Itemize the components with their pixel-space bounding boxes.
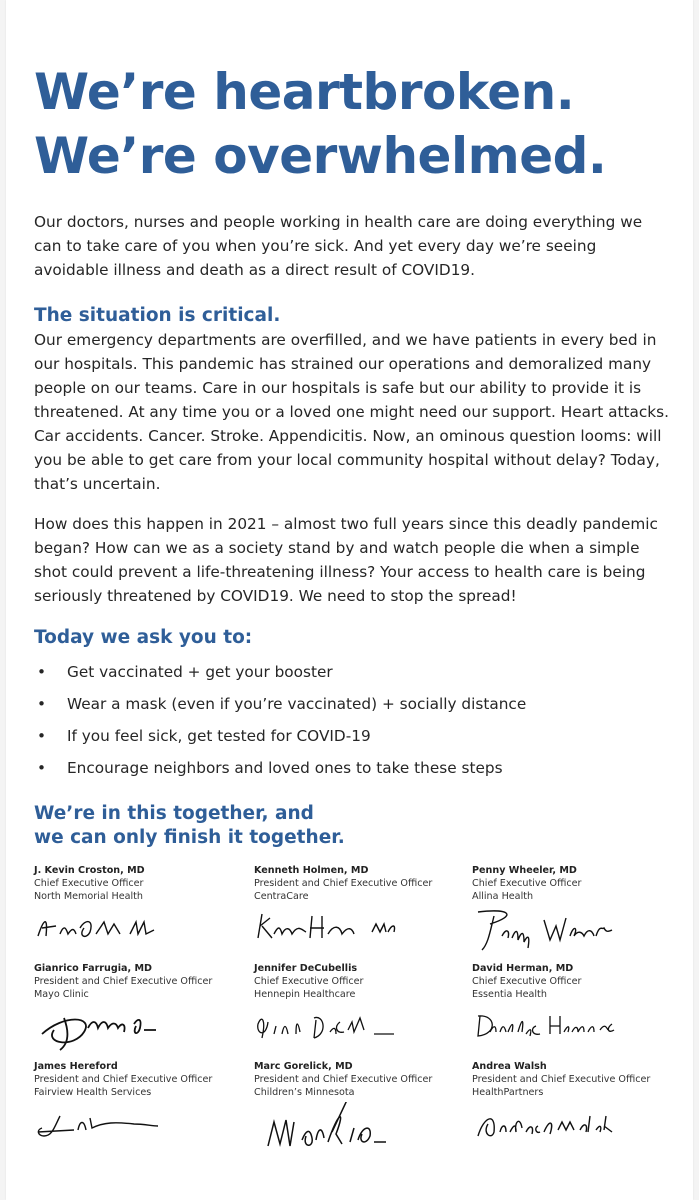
headline (34, 60, 674, 188)
signer-name: Jennifer DeCubellis (254, 963, 358, 974)
signer-title: Chief Executive Officer (472, 878, 582, 889)
signer-name: David Herman, MD (472, 963, 574, 974)
bullet: • (37, 695, 47, 713)
signer-block (254, 962, 472, 1058)
signer-org: Hennepin Healthcare (254, 989, 356, 1000)
signer-org: CentraCare (254, 891, 309, 902)
signer-name: Kenneth Holmen, MD (254, 865, 369, 876)
signer-title: President and Chief Executive Officer (254, 1074, 433, 1085)
signer-block (472, 864, 672, 960)
signature-image (34, 906, 174, 946)
signer-name: J. Kevin Croston, MD (34, 865, 145, 876)
signer-name: Gianrico Farrugia, MD (34, 963, 152, 974)
list-item (34, 720, 674, 752)
signer-org: Mayo Clinic (34, 989, 89, 1000)
critical-paragraph: Our emergency departments are overfilled, and we have patients in every bed in our hospitals. This pandemic has strained our operations and demoralized many people on our teams. Care in our hospitals is safe but our ability to provide it is threatened. At any time you or a loved one might need our support. Heart attacks. Car accidents. Cancer. Stroke. Appendicitis. Now, an ominous question looms: will you be able to get care from your local community hospital without delay? Today, that’s uncertain. (34, 331, 669, 493)
ad-content (34, 60, 674, 1156)
headline-line-1: We’re heartbroken. (34, 63, 575, 121)
intro-paragraph: Our doctors, nurses and people working in health care are doing everything we can to take care of you when you’re sick. And yet every day we’re seeing avoidable illness and death as a direct result of COVID19. (34, 213, 643, 279)
critical-heading: The situation is critical. (34, 305, 281, 326)
list-item-text: Get vaccinated + get your booster (67, 663, 333, 681)
list-item (34, 752, 674, 784)
together-heading (34, 802, 674, 850)
signature-image (254, 1004, 404, 1044)
bullet: • (37, 727, 47, 745)
list-item (34, 656, 674, 688)
list-item-text: Encourage neighbors and loved ones to take these steps (67, 759, 503, 777)
signer-name: Penny Wheeler, MD (472, 865, 577, 876)
list-item-text: Wear a mask (even if you’re vaccinated) + socially distance (67, 695, 527, 713)
together-line-2: we can only finish it together. (34, 827, 345, 848)
signer-title: President and Chief Executive Officer (254, 878, 433, 889)
signer-org: North Memorial Health (34, 891, 143, 902)
together-line-1: We’re in this together, and (34, 803, 314, 824)
signer-title: Chief Executive Officer (472, 976, 582, 987)
ask-list (34, 656, 674, 784)
signer-name: Andrea Walsh (472, 1061, 547, 1072)
signature-image (472, 1004, 622, 1044)
signer-block (34, 864, 254, 960)
list-item (34, 688, 674, 720)
signer-name: Marc Gorelick, MD (254, 1061, 353, 1072)
signer-org: Essentia Health (472, 989, 547, 1000)
bullet: • (37, 759, 47, 777)
signature-image (472, 906, 622, 954)
signer-block (34, 1060, 254, 1156)
signature-image (34, 1102, 164, 1142)
signer-block (254, 1060, 472, 1156)
signer-org: HealthPartners (472, 1087, 544, 1098)
signature-image (254, 906, 404, 946)
signer-name: James Hereford (34, 1061, 118, 1072)
question-paragraph: How does this happen in 2021 – almost two full years since this deadly pandemic began? How can we as a society stand by and watch people die when a simple shot could prevent a life-threatening illness? Your access to health care is being seriously threatened by COVID19. We need to stop the spread! (34, 515, 658, 605)
signer-title: President and Chief Executive Officer (34, 976, 213, 987)
signer-org: Allina Health (472, 891, 534, 902)
signer-org: Fairview Health Services (34, 1087, 152, 1098)
bullet: • (37, 663, 47, 681)
signer-block (254, 864, 472, 960)
headline-line-2: We’re overwhelmed. (34, 127, 607, 185)
ask-heading: Today we ask you to: (34, 627, 253, 648)
signer-title: Chief Executive Officer (34, 878, 144, 889)
ad-page (6, 0, 693, 1200)
list-item-text: If you feel sick, get tested for COVID-19 (67, 727, 371, 745)
signer-org: Children’s Minnesota (254, 1087, 355, 1098)
signer-title: Chief Executive Officer (254, 976, 364, 987)
signer-block (34, 962, 254, 1058)
signer-block (472, 1060, 672, 1156)
signature-image (472, 1102, 622, 1142)
signer-title: President and Chief Executive Officer (34, 1074, 213, 1085)
signer-block (472, 962, 672, 1058)
signer-title: President and Chief Executive Officer (472, 1074, 651, 1085)
signers-grid (34, 864, 674, 1156)
signature-image (34, 1004, 174, 1052)
signature-image (254, 1102, 414, 1154)
